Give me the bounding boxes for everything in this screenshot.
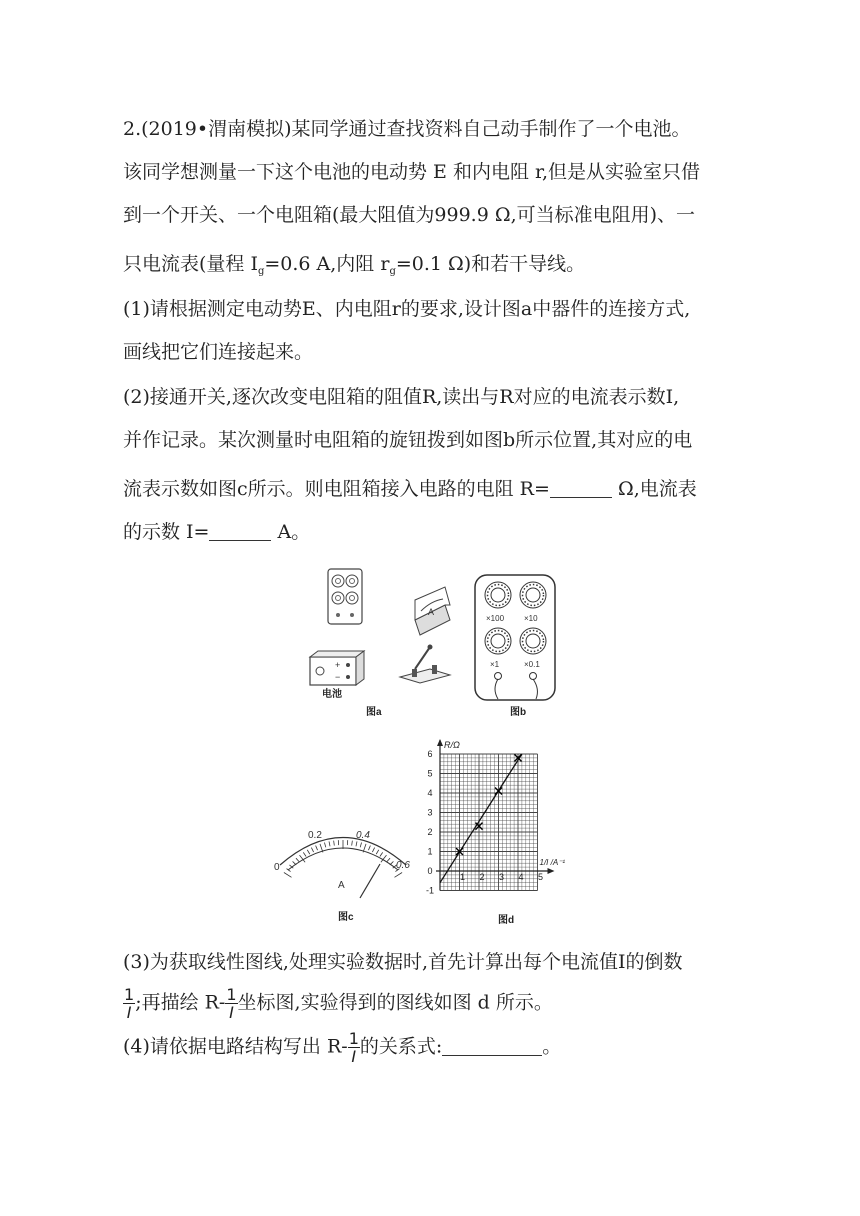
x-tick-label: 5: [537, 872, 544, 882]
dial-tick: [356, 841, 357, 846]
dial-tick: [324, 843, 325, 848]
dial-tick: [329, 841, 330, 846]
dial-tick: [316, 846, 318, 851]
dial-tick: [293, 861, 297, 864]
dial-tick: [352, 841, 353, 846]
dial-tick: [380, 852, 383, 856]
question-1-line-2: 画线把它们连接起来。: [123, 341, 314, 363]
x-tick-label: 1: [459, 872, 466, 882]
text-segment: ;再描绘 R-: [135, 991, 226, 1014]
dial-tick: [307, 850, 310, 854]
text-segment: =0.6 A,内阻 r: [264, 253, 390, 275]
switch: [400, 645, 450, 684]
dial-tick: [334, 841, 335, 846]
battery-label: 电池: [322, 689, 342, 700]
figure-d-chart: [420, 738, 600, 930]
y-tick-label: 1: [427, 846, 433, 857]
box-label-x100: ×100: [486, 614, 505, 623]
fraction-numerator: 1: [348, 1029, 359, 1048]
dial-tick: [311, 848, 313, 852]
resistance-box-small: [328, 569, 362, 624]
text-segment: 只电流表(量程 I: [123, 253, 258, 275]
dial-tick: [360, 843, 361, 848]
question-2-line-1: (2)接通开关,逐次改变电阻箱的阻值R,读出与R对应的电流表示数I,: [123, 386, 680, 408]
subscript: g: [389, 266, 396, 277]
dial-tick: [303, 852, 306, 856]
dial-tick: [296, 858, 299, 862]
x-axis-label: 1/I /A⁻¹: [539, 858, 566, 867]
text-segment: Ω,电流表: [611, 478, 697, 500]
question-2-line-3: [123, 477, 697, 501]
dial-tick: [372, 848, 374, 852]
question-2-line-4: [123, 520, 310, 544]
figure-ab: [300, 565, 560, 725]
question-4-line: [123, 1030, 561, 1065]
meter-tick-06: 0.6: [396, 860, 410, 871]
x-axis-arrow: [548, 868, 555, 874]
x-tick-label: 4: [518, 872, 524, 882]
box-label-x01: ×0.1: [524, 660, 540, 669]
text-segment: 的关系式:: [359, 1035, 443, 1058]
problem-line-3: 到一个开关、一个电阻箱(最大阻值为999.9 Ω,可当标准电阻用)、一: [123, 204, 696, 226]
y-tick-label: -1: [425, 885, 435, 896]
y-tick-label: 5: [427, 768, 433, 779]
answer-blank-relation[interactable]: [442, 1037, 542, 1056]
origin-label: 0: [427, 866, 433, 876]
fraction-numerator: 1: [226, 985, 237, 1004]
fraction-1-over-I: [225, 986, 237, 1021]
problem-line-1: 2.(2019•渭南模拟)某同学通过查找资料自己动手制作了一个电池。: [123, 118, 691, 140]
answer-blank-current[interactable]: [209, 522, 271, 541]
fraction-numerator: 1: [124, 985, 135, 1004]
fraction-denominator: I: [126, 1003, 132, 1022]
ammeter-small-label: A: [428, 607, 435, 617]
battery-minus: −: [335, 672, 341, 682]
problem-line-2: 该同学想测量一下这个电池的电动势 E 和内电阻 r,但是从实验室只借: [123, 161, 701, 183]
fraction-1-over-I: [123, 986, 135, 1021]
y-axis-label: R/Ω: [444, 740, 460, 750]
fig-c-caption: 图c: [338, 912, 354, 923]
meter-tick-0: 0: [274, 862, 280, 873]
problem-line-4: [123, 252, 585, 284]
text-segment: (4)请依据电路结构写出 R-: [123, 1035, 348, 1058]
meter-needle: [360, 864, 380, 898]
dial-tick: [387, 858, 390, 862]
answer-blank-resistance[interactable]: [550, 479, 612, 498]
x-tick-label: 3: [498, 872, 505, 882]
fraction-1-over-I: [348, 1030, 360, 1065]
question-2-line-2: 并作记录。某次测量时电阻箱的旋钮拨到如图b所示位置,其对应的电: [123, 429, 693, 451]
y-tick-label: 4: [427, 788, 433, 798]
dial-tick: [284, 872, 292, 877]
dial-tick: [376, 850, 379, 854]
meter-tick-04: 0.4: [356, 830, 370, 841]
fraction-denominator: I: [229, 1003, 234, 1022]
dial-tick: [395, 872, 403, 877]
question-3-line-2: [123, 986, 553, 1021]
dial-tick: [390, 861, 394, 864]
box-label-x10: ×10: [524, 614, 538, 623]
text-segment: 流表示数如图c所示。则电阻箱接入电路的电阻 R=: [123, 478, 550, 500]
subscript: g: [257, 266, 265, 277]
figure-c: [268, 800, 418, 925]
dial-tick: [368, 846, 370, 851]
text-segment: =0.1 Ω)和若干导线。: [395, 253, 586, 275]
meter-label: A: [338, 880, 345, 891]
ammeter-small: [415, 587, 450, 635]
text-segment: 坐标图,实验得到的图线如图 d 所示。: [237, 991, 553, 1014]
battery-plus: +: [335, 660, 341, 670]
fraction-denominator: I: [351, 1047, 357, 1066]
fig-d-caption: 图d: [498, 915, 515, 926]
x-tick-label: 2: [479, 872, 485, 882]
question-3-line-1: (3)为获取线性图线,处理实验数据时,首先计算出每个电流值I的倒数: [123, 951, 683, 973]
text-segment: A。: [271, 521, 311, 543]
y-axis-arrow: [437, 739, 443, 746]
battery: [310, 651, 364, 700]
y-tick-label: 2: [427, 827, 433, 837]
y-tick-label: 3: [427, 807, 433, 818]
resistance-box-large: [475, 575, 555, 700]
text-segment: 的示数 I=: [123, 521, 210, 543]
box-label-x1: ×1: [490, 660, 500, 669]
text-segment: 。: [542, 1035, 562, 1058]
meter-tick-02: 0.2: [308, 830, 322, 841]
y-tick-label: 6: [427, 749, 433, 759]
fig-b-caption: 图b: [510, 707, 527, 718]
fig-a-caption: 图a: [366, 707, 382, 718]
question-1-line-1: (1)请根据测定电动势E、内电阻r的要求,设计图a中器件的连接方式,: [123, 298, 691, 320]
